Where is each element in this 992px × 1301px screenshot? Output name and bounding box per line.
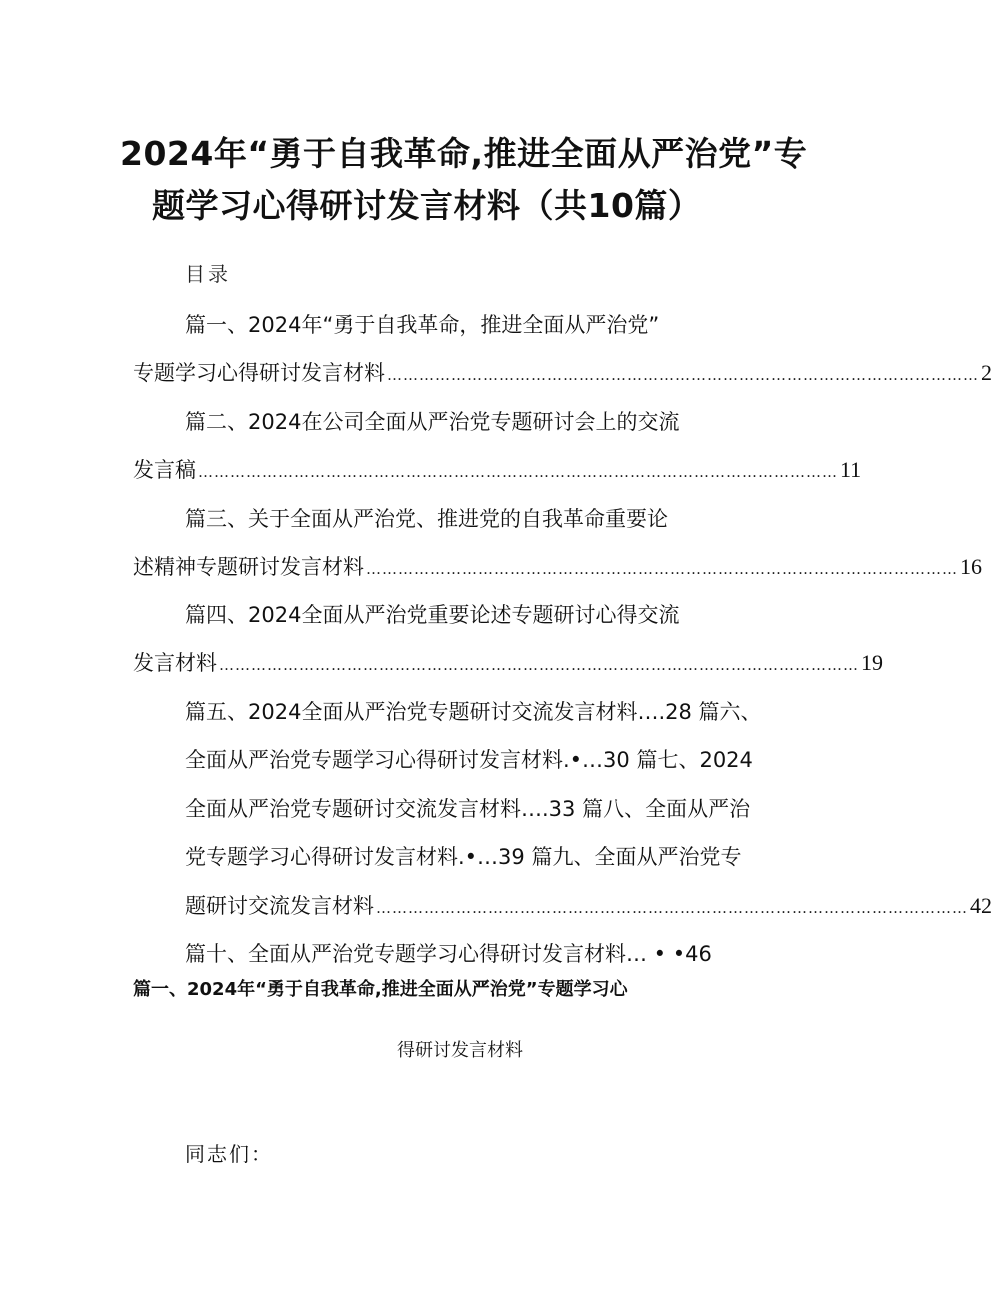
toc-merged-line-1[interactable]: 篇五、2024全面从严治党专题研讨交流发言材料….28 篇六、 xyxy=(185,700,762,724)
toc-merged-line-3[interactable]: 全面从严治党专题研讨交流发言材料….33 篇八、全面从严治 xyxy=(185,797,751,821)
toc-merged-line-4[interactable]: 党专题学习心得研讨发言材料.•…39 篇九、全面从严治党专 xyxy=(185,845,742,869)
toc-entry-4-page: 19 xyxy=(861,650,883,675)
toc-entry-2-line1[interactable]: 篇二、2024在公司全面从严治党专题研讨会上的交流 xyxy=(185,410,680,434)
toc-heading: 目录 xyxy=(185,262,231,286)
toc-leader-dots: ………………………………………………………………………………………………………… xyxy=(219,656,859,674)
toc-entry-4-line2[interactable] xyxy=(133,648,883,680)
toc-entry-4-line1[interactable]: 篇四、2024全面从严治党重要论述专题研讨心得交流 xyxy=(185,603,680,627)
toc-entry-9-page: 42 xyxy=(970,893,992,918)
toc-entry-3-line1[interactable]: 篇三、关于全面从严治党、推进党的自我革命重要论 xyxy=(185,507,668,531)
toc-leader-dots: ………………………………………………………………………………………………… xyxy=(366,560,958,578)
document-title-line1: 2024年“勇于自我革命,推进全面从严治党”专 xyxy=(120,134,808,173)
toc-leader-dots: ………………………………………………………………………………………………… xyxy=(376,899,968,917)
toc-entry-1-text: 专题学习心得研讨发言材料 xyxy=(133,361,385,385)
toc-entry-2-page: 11 xyxy=(840,457,862,482)
toc-leader-dots: ………………………………………………………………………………………………… xyxy=(387,366,979,384)
toc-entry-1-line1[interactable]: 篇一、2024年“勇于自我革命，推进全面从严治党” xyxy=(185,313,660,337)
toc-entry-3-text: 述精神专题研讨发言材料 xyxy=(133,555,364,579)
toc-entry-4-text: 发言材料 xyxy=(133,651,217,675)
toc-entry-9-tail[interactable] xyxy=(185,891,992,923)
toc-entry-1-page: 2 xyxy=(981,360,992,385)
toc-leader-dots: ………………………………………………………………………………………………………… xyxy=(198,463,838,481)
toc-entry-1-line2[interactable] xyxy=(133,358,992,390)
toc-entry-2-text: 发言稿 xyxy=(133,458,196,482)
toc-entry-3-line2[interactable] xyxy=(133,552,982,584)
toc-entry-10[interactable]: 篇十、全面从严治党专题学习心得研讨发言材料… • •46 xyxy=(185,942,712,966)
article-title-line1: 篇一、2024年“勇于自我革命,推进全面从严治党”专题学习心 xyxy=(133,979,628,1000)
document-title-line2: 题学习心得研讨发言材料（共10篇） xyxy=(152,186,702,225)
article-title-line2: 得研讨发言材料 xyxy=(397,1040,523,1061)
toc-merged-line-2[interactable]: 全面从严治党专题学习心得研讨发言材料.•…30 篇七、2024 xyxy=(185,748,753,772)
article-greeting: 同志们： xyxy=(185,1142,273,1166)
toc-entry-9-text: 题研讨交流发言材料 xyxy=(185,894,374,918)
toc-entry-2-line2[interactable] xyxy=(133,455,862,487)
toc-entry-3-page: 16 xyxy=(960,554,982,579)
document-title xyxy=(120,128,820,232)
